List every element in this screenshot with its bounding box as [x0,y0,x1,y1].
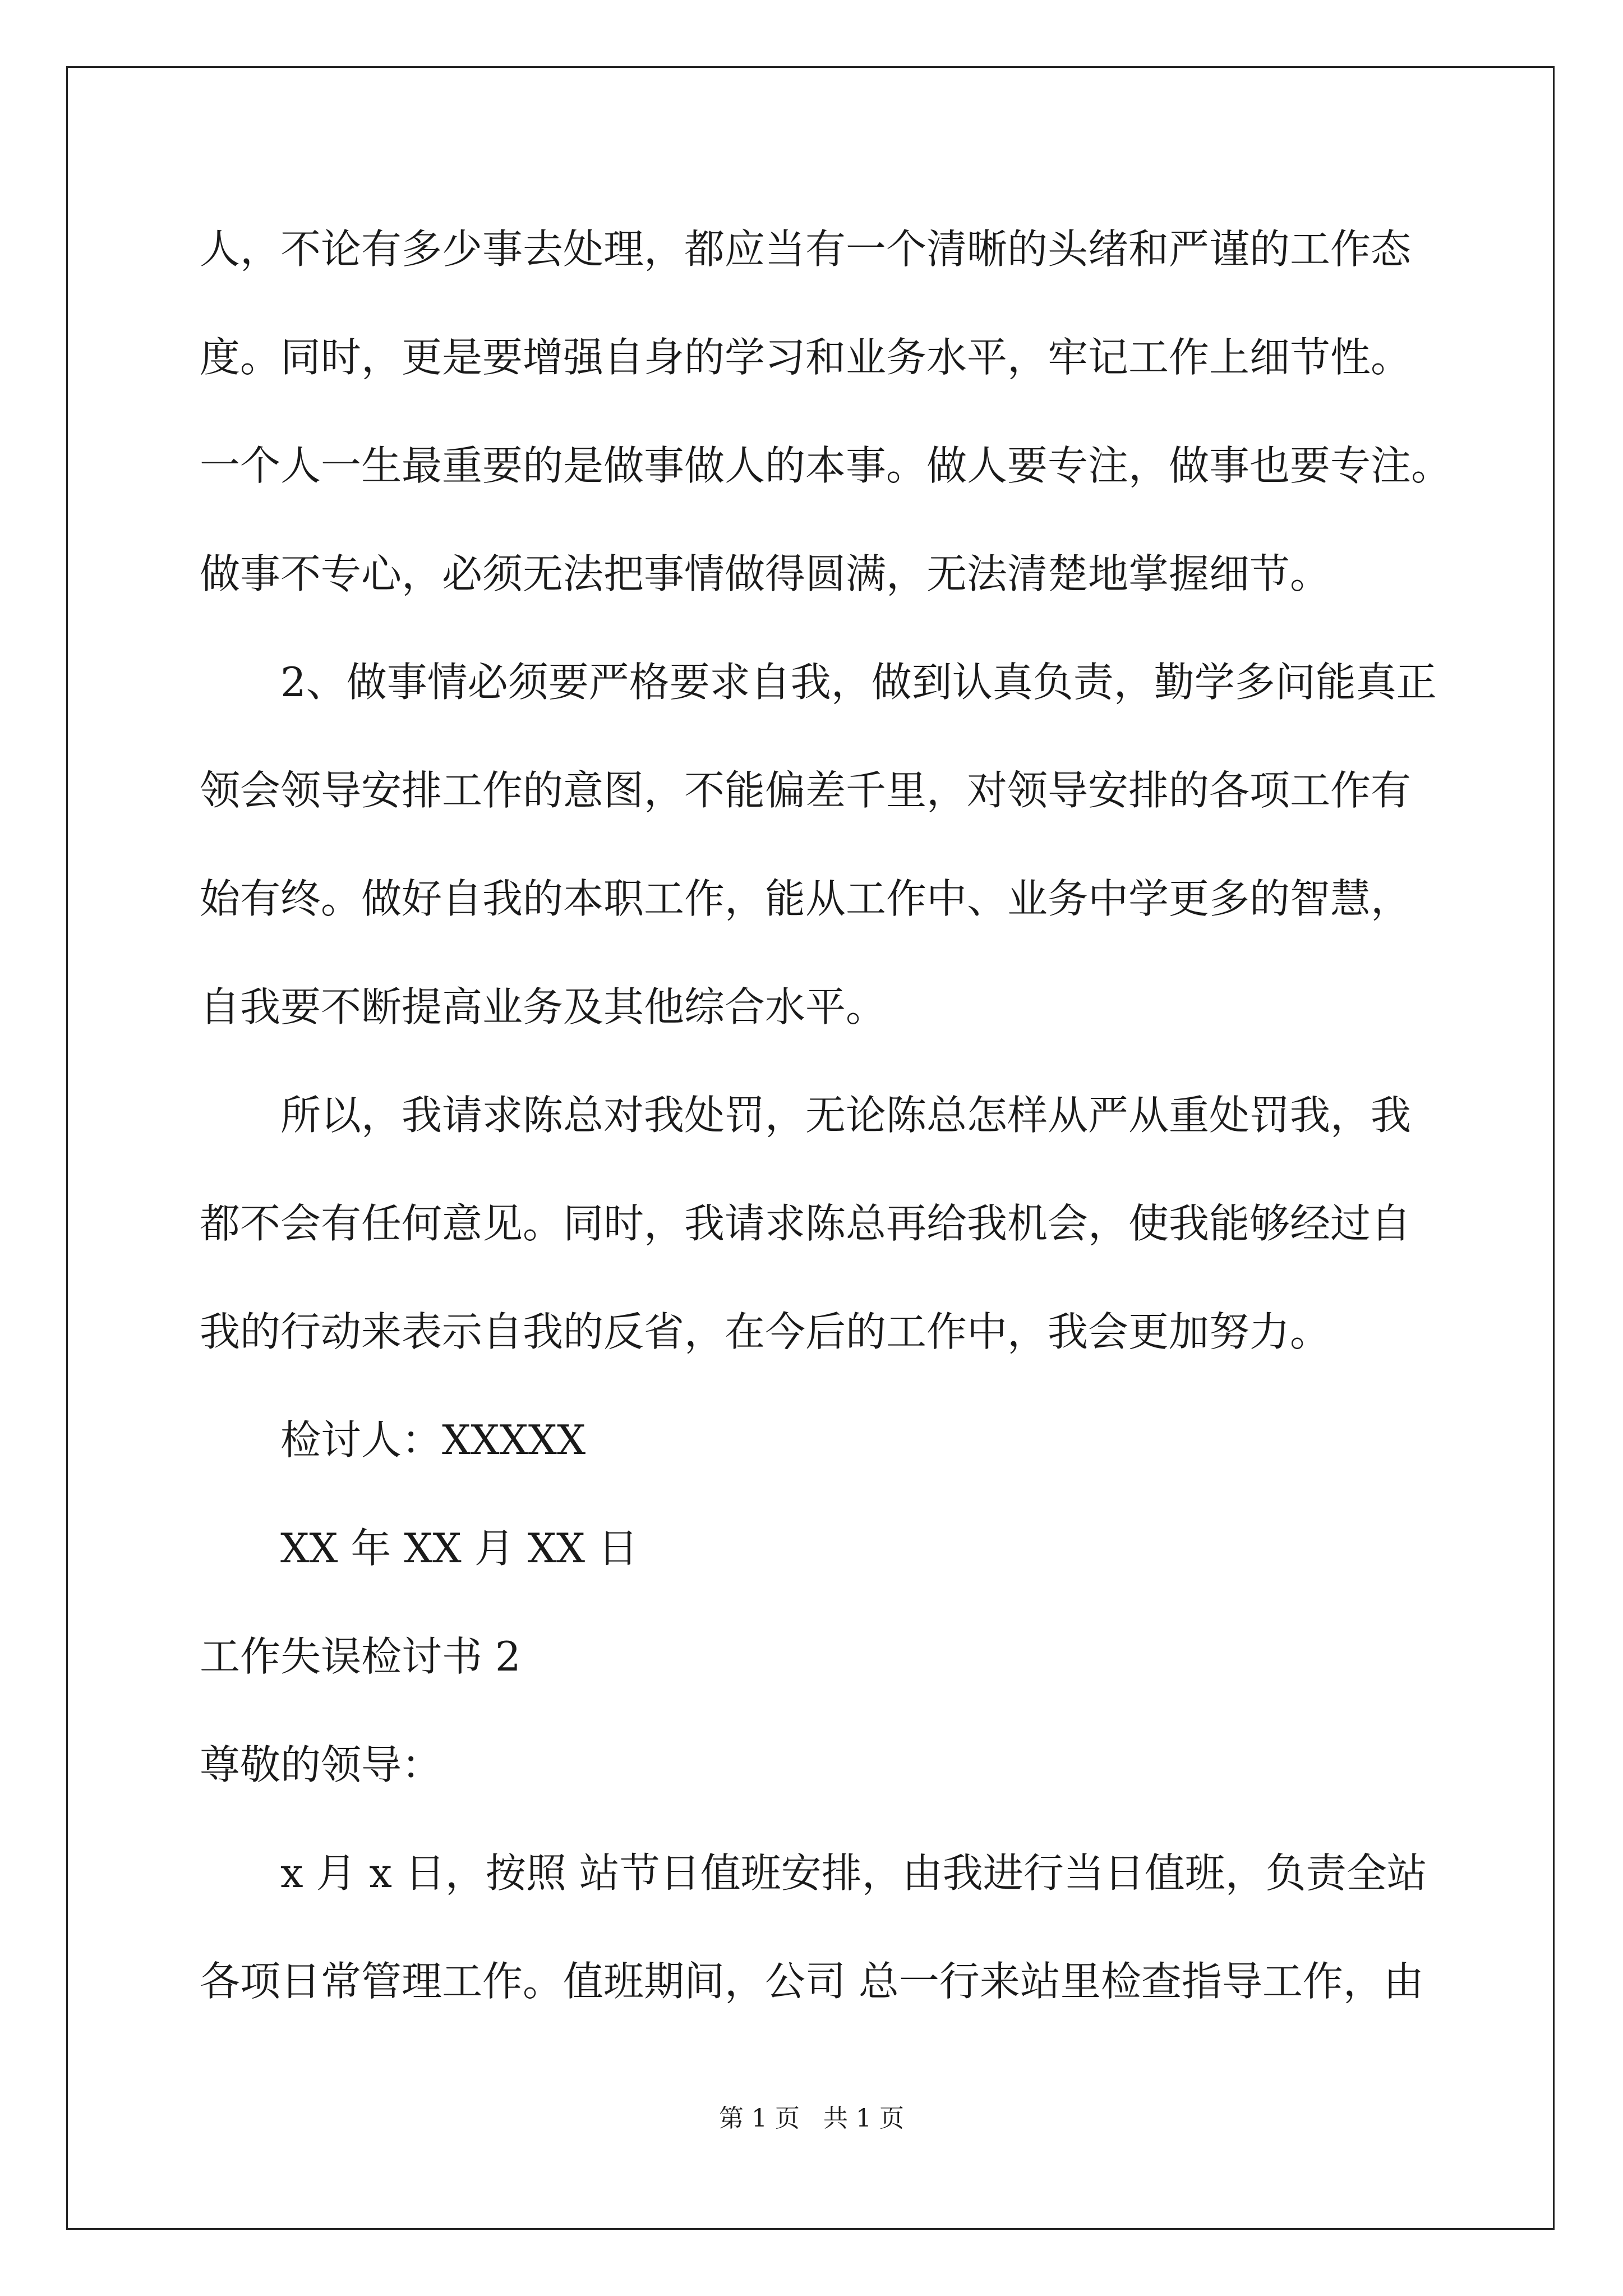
text-line-11: 我的行动来表示自我的反省，在今后的工作中，我会更加努力。 [200,1308,1331,1355]
text-line-1: 人，不论有多少事去处理，都应当有一个清晰的头绪和严谨的工作态 [200,226,1412,273]
text-line-16: x 月 x 日，按照 站节日值班安排，由我进行当日值班，负责全站 [280,1849,1427,1897]
text-line-17: 各项日常管理工作。值班期间，公司 总一行来站里检查指导工作，由 [200,1958,1424,2005]
text-line-3: 一个人一生最重要的是做事做人的本事。做人要专注，做事也要专注。 [200,442,1452,489]
salutation: 尊敬的领导： [200,1741,442,1788]
text-line-10: 都不会有任何意见。同时，我请求陈总再给我机会，使我能够经过自 [200,1200,1412,1247]
text-line-8: 自我要不断提高业务及其他综合水平。 [200,983,887,1030]
text-line-2: 度。同时，更是要增强自身的学习和业务水平，牢记工作上细节性。 [200,334,1412,381]
page-footer: 第 1 页 共 1 页 [719,2104,904,2133]
date-line: XX 年 XX 月 XX 日 [280,1525,638,1572]
text-line-5: 2、做事情必须要严格要求自我，做到认真负责，勤学多问能真正 [280,659,1437,706]
text-line-6: 领会领导安排工作的意图，不能偏差千里，对领导安排的各项工作有 [200,767,1412,814]
page-border [66,66,1555,2230]
text-line-7: 始有终。做好自我的本职工作，能从工作中、业务中学更多的智慧， [200,875,1412,922]
section-title: 工作失误检讨书 2 [200,1633,521,1680]
signer-line: 检讨人：XXXXX [280,1416,586,1464]
text-line-4: 做事不专心，必须无法把事情做得圆满，无法清楚地掌握细节。 [200,550,1331,597]
text-line-9: 所以，我请求陈总对我处罚，无论陈总怎样从严从重处罚我，我 [280,1092,1412,1139]
